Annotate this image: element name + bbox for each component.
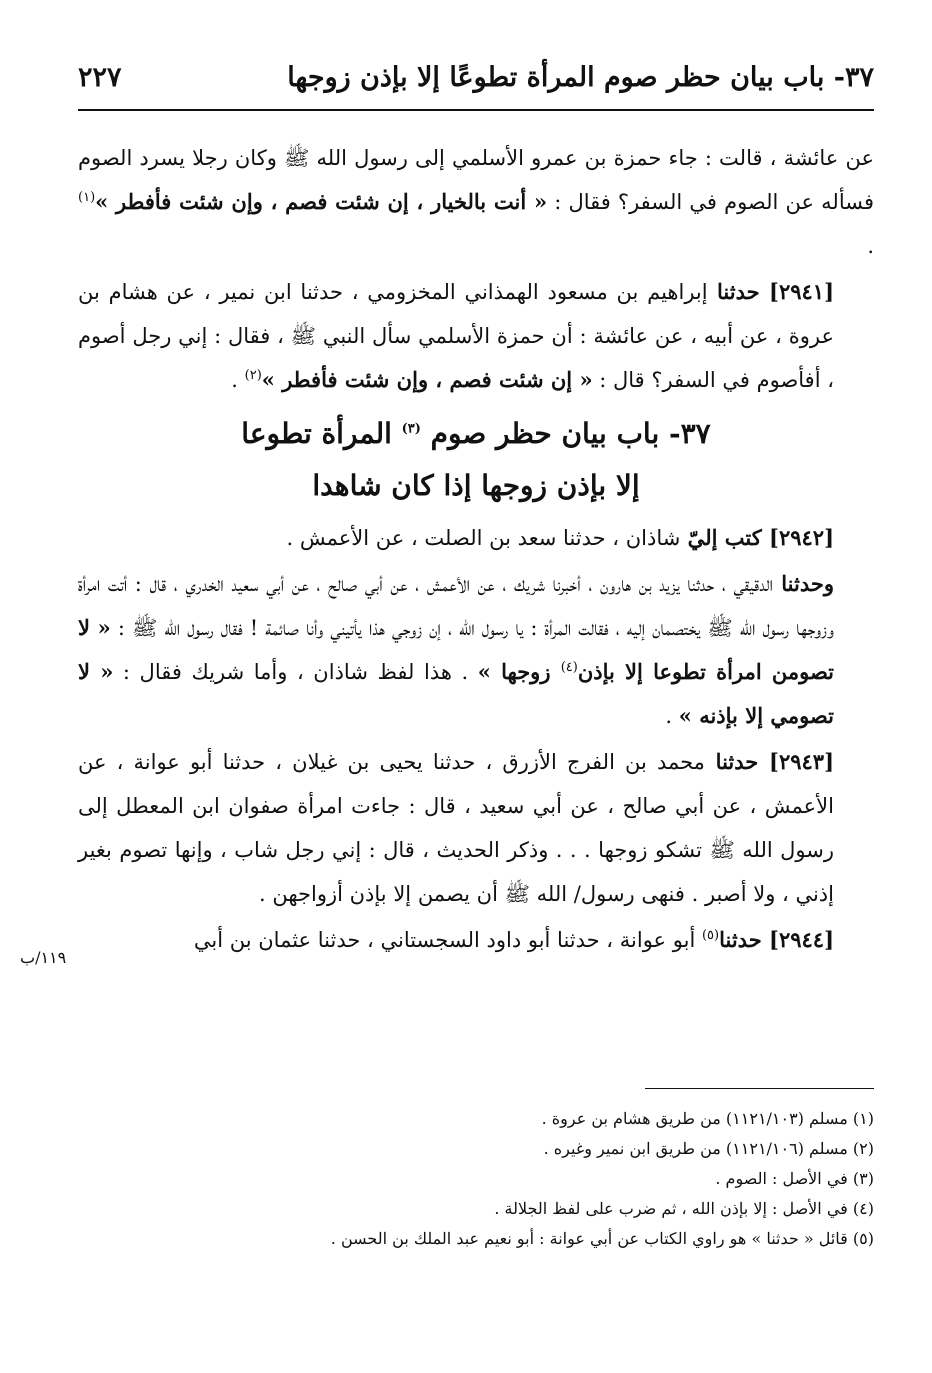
- text: محمد بن الفرج الأزرق ، حدثنا يحيى بن غيلان ، حدثنا أبو عوانة ، عن الأعمش ، عن أبي صالح ، عن أبي سعيد ، قال : جاءت امرأة صفوان ابن المعطل إلى رسول الله ﷺ تشكو زوجها . . . وذكر الحديث ، قال : إني رجل شاب ، وإنها تصوم بغير إذني ، ولا أصبر . فنهى رسول/ الله ﷺ أن يصمن إلا بإذن أزواجهن .: [78, 750, 834, 906]
- page-number: ٢٢٧: [78, 62, 122, 93]
- hadith-quote: « لا تصومن امرأة تطوعا إلا بإذن: [78, 615, 835, 684]
- hadith-2942: [78, 516, 874, 560]
- text: شاذان ، حدثنا سعد بن الصلت ، عن الأعمش .: [286, 526, 681, 550]
- footnote: (١) مسلم (١١٢١/١٠٣) من طريق هشام بن عروة .: [541, 1109, 874, 1128]
- narration-verb: وحدثنا: [773, 571, 834, 596]
- footnote-ref: (٤): [560, 660, 578, 675]
- heading-text: ٣٧- باب بيان حظر صوم: [420, 417, 711, 450]
- hadith-quote: « إن شئت فصم ، وإن شئت فأفطر »: [261, 367, 593, 392]
- footnote: (٥) قائل « حدثنا » هو راوي الكتاب عن أبي عوانة : أبو نعيم عبد الملك بن الحسن .: [330, 1229, 874, 1248]
- manuscript-folio-marker: ١١٩/ب: [20, 948, 67, 967]
- footnote-separator: [645, 1088, 874, 1089]
- hadith-2944: [78, 918, 874, 962]
- text: الدقيقي ، حدثنا يزيد بن هارون ، أخبرنا شريك ، عن الأعمش ، عن أبي صالح ، عن أبي سعيد الخدري ، قال : أتت امرأة وزوجها رسول الله ﷺ يختصمان إليه ، فقالت المرأة : يا رسول الله ، إن زوجي هذا يأتيني وأنا صائمة ! فقال رسول الله ﷺ :: [78, 572, 834, 640]
- main-text: [78, 136, 874, 964]
- text: .: [867, 234, 874, 258]
- footnotes: [78, 1104, 874, 1254]
- hadith-2943: [78, 740, 874, 916]
- hadith-quote: زوجها »: [477, 659, 561, 684]
- hadith-quote: « أنت بالخيار ، إن شئت فصم ، وإن شئت فأفطر »: [95, 189, 548, 214]
- header-rule: [78, 109, 874, 111]
- text: عن عائشة ، قالت : جاء حمزة بن عمرو الأسلمي إلى رسول الله ﷺ وكان رجلا يسرد الصوم فسأله عن الصوم في السفر؟ فقال :: [78, 146, 874, 214]
- footnote: (٤) في الأصل : إلا بإذن الله ، ثم ضرب على لفظ الجلالة .: [494, 1199, 874, 1218]
- paragraph-continuation: [78, 136, 874, 268]
- narration-verb: كتب إليّ: [680, 525, 769, 550]
- heading-text: المرأة تطوعا: [241, 417, 402, 450]
- footnote-ref: (١): [78, 190, 96, 205]
- text: أبو عوانة ، حدثنا أبو داود السجستاني ، حدثنا عثمان بن أبي: [193, 928, 702, 952]
- footnote-ref: (٥): [701, 928, 720, 943]
- hadith-2941: [78, 270, 874, 402]
- narration-verb: حدثنا: [707, 279, 769, 304]
- narration-verb: حدثنا: [719, 927, 769, 952]
- hadith-quote: « لا تصومي إلا بإذنه »: [78, 659, 834, 728]
- text: . هذا لفظ شاذان ، وأما شريك فقال :: [113, 660, 478, 684]
- hadith-number: [٢٩٤١]: [769, 279, 834, 304]
- footnote-ref: (٢): [244, 368, 262, 383]
- heading-line-2: إلا بإذن زوجها إذا كان شاهدا: [312, 469, 640, 502]
- text: إبراهيم بن مسعود الهمذاني المخزومي ، حدثنا ابن نمير ، عن هشام بن عروة ، عن أبيه ، عن عائشة : أن حمزة الأسلمي سأل النبي ﷺ ، فقال : إني رجل أصوم ، أفأصوم في السفر؟ قال :: [78, 280, 834, 392]
- text: .: [231, 368, 245, 392]
- heading-line-1: [78, 408, 874, 460]
- text: .: [665, 704, 679, 728]
- hadith-2942-second-chain: [78, 562, 874, 738]
- narration-verb: حدثنا: [704, 749, 769, 774]
- hadith-number: [٢٩٤٤]: [769, 927, 834, 952]
- section-heading: [78, 408, 874, 512]
- running-header: [78, 62, 874, 102]
- hadith-number: [٢٩٤٣]: [769, 749, 834, 774]
- footnote: (٢) مسلم (١١٢١/١٠٦) من طريق ابن نمير وغيره .: [543, 1139, 874, 1158]
- footnote: (٣) في الأصل : الصوم .: [715, 1169, 874, 1188]
- chapter-title: ٣٧- باب بيان حظر صوم المرأة تطوعًا إلا بإذن زوجها: [287, 62, 874, 93]
- hadith-number: [٢٩٤٢]: [769, 525, 834, 550]
- footnote-ref: (٣): [401, 421, 421, 437]
